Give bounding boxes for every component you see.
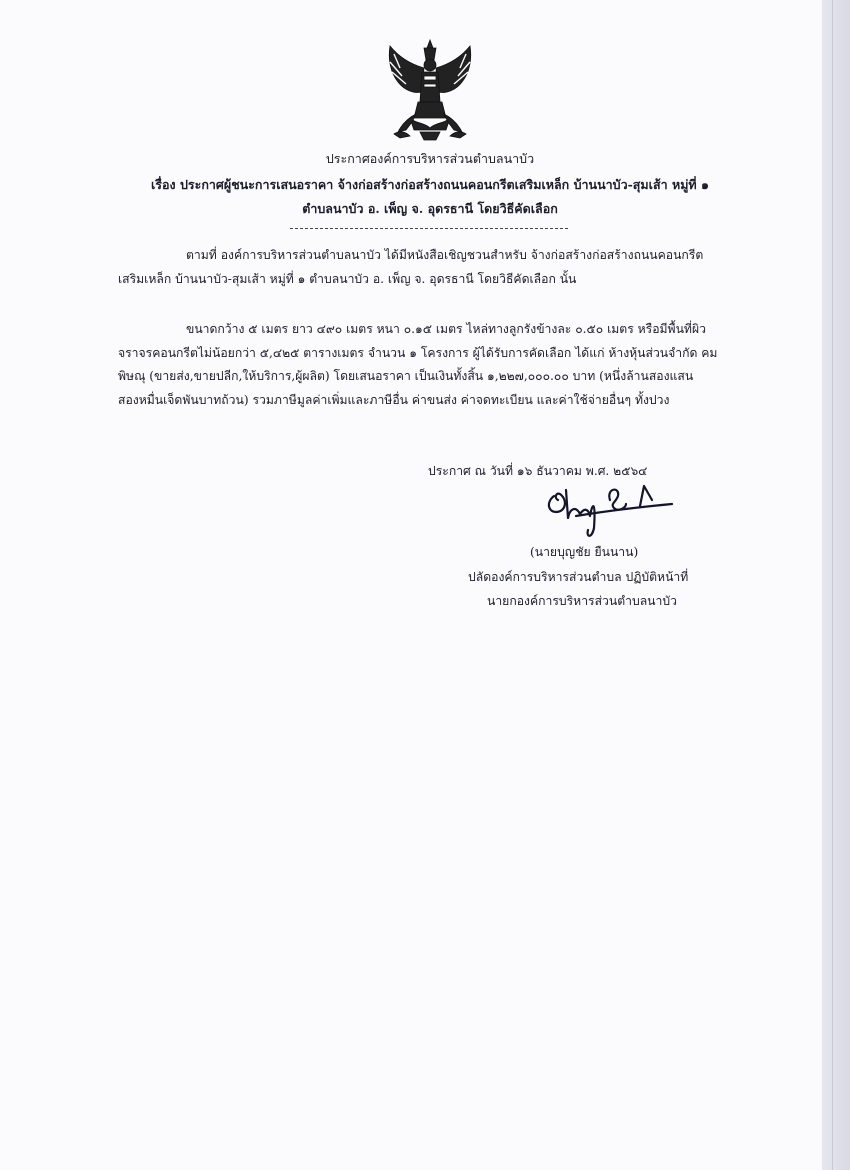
paragraph-line: เสริมเหล็ก บ้านนาบัว-สุมเส้า หมู่ที่ ๑ ตำบลนาบัว อ. เพ็ญ จ. อุดรธานี โดยวิธีคัดเลือก นั้น: [118, 271, 577, 286]
subject-line-continued: ตำบลนาบัว อ. เพ็ญ จ. อุดรธานี โดยวิธีคัดเลือก: [302, 201, 558, 216]
separator-dashed-line: [290, 228, 568, 229]
handwritten-signature: [540, 478, 690, 544]
organization-title: ประกาศองค์การบริหารส่วนตำบลนาบัว: [325, 151, 535, 166]
announcement-date: ประกาศ ณ วันที่ ๑๖ ธันวาคม พ.ศ. ๒๕๖๔: [428, 464, 648, 478]
paragraph-invitation: [118, 244, 738, 291]
paragraph-award-details: [118, 318, 738, 412]
signatory-position-acting: นายกองค์การบริหารส่วนตำบลนาบัว: [487, 594, 677, 608]
signatory-position: ปลัดองค์การบริหารส่วนตำบล ปฏิบัติหน้าที่: [468, 570, 689, 584]
scan-edge-line: [832, 0, 833, 1170]
paragraph-line: จราจรคอนกรีตไม่น้อยกว่า ๕,๔๒๕ ตารางเมตร จำนวน ๑ โครงการ ผู้ได้รับการคัดเลือก ได้แก่ ห้างหุ้นส่วนจำกัด คม: [118, 345, 718, 360]
signatory-name: (นายบุญชัย ยืนนาน): [530, 545, 639, 559]
paragraph-line: สองหมื่นเจ็ดพันบาทถ้วน) รวมภาษีมูลค่าเพิ่มและภาษีอื่น ค่าขนส่ง ค่าจดทะเบียน และค่าใช้จ่ายอื่นๆ ทั้งปวง: [118, 392, 670, 407]
scan-page-edge: [822, 0, 850, 1170]
paragraph-line: ขนาดกว้าง ๕ เมตร ยาว ๔๙๐ เมตร หนา ๐.๑๕ เมตร ไหล่ทางลูกรังข้างละ ๐.๕๐ เมตร หรือมีพื้นที่ผิว: [186, 322, 706, 336]
paragraph-line: ตามที่ องค์การบริหารส่วนตำบลนาบัว ได้มีหนังสือเชิญชวนสำหรับ จ้างก่อสร้างก่อสร้างถนนคอนกรีต: [186, 248, 704, 262]
paragraph-line: พิษณุ (ขายส่ง,ขายปลีก,ให้บริการ,ผู้ผลิต) โดยเสนอราคา เป็นเงินทั้งสิ้น ๑,๒๒๗,๐๐๐.๐๐ บาท (หนึ่งล้านสองแสน: [118, 369, 694, 383]
subject-line: เรื่อง ประกาศผู้ชนะการเสนอราคา จ้างก่อสร้างก่อสร้างถนนคอนกรีตเสริมเหล็ก บ้านนาบัว-สุมเส้า หมู่ที่ ๑: [151, 177, 709, 192]
garuda-emblem-icon: [380, 38, 480, 144]
